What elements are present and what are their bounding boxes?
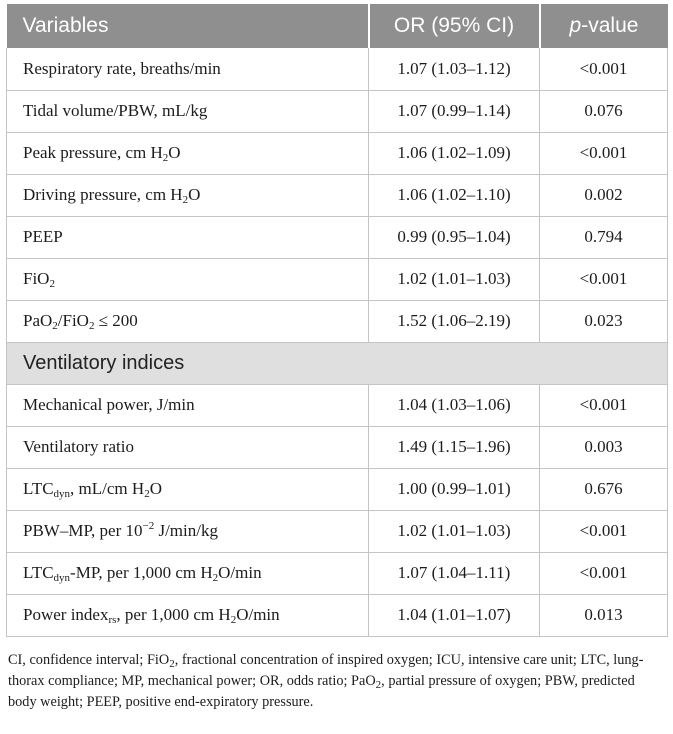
label-subscript: 2 (52, 320, 58, 332)
footnote-subscript: 2 (169, 657, 175, 670)
row-p: <0.001 (540, 510, 668, 552)
row-or: 0.99 (0.95–1.04) (369, 216, 540, 258)
row-label (7, 510, 369, 552)
row-p: <0.001 (540, 48, 668, 90)
row-label (7, 174, 369, 216)
footnote-part: CI, confidence interval; FiO (8, 651, 170, 668)
label-subscript: dyn (53, 488, 71, 500)
footnote-part: , fractional concentration of inspired oxygen; ICU, intensive care unit; LTC, lung-thorax compliance; MP, mechanical power; OR, odds ratio; PaO (8, 651, 644, 689)
label-part: O/min (236, 605, 280, 624)
row-or: 1.07 (1.03–1.12) (369, 48, 540, 90)
odds-ratio-table (6, 4, 668, 637)
row-label: Respiratory rate, breaths/min (7, 48, 369, 90)
table-row (7, 90, 668, 132)
row-label: Ventilatory ratio (7, 426, 369, 468)
table-row (7, 468, 668, 510)
row-p: 0.023 (540, 300, 668, 342)
table-row (7, 48, 668, 90)
table-row (7, 552, 668, 594)
label-part: ≤ 200 (94, 311, 138, 330)
row-or: 1.02 (1.01–1.03) (369, 258, 540, 300)
header-p-rest: -value (581, 14, 639, 37)
label-part: J/min/kg (154, 521, 218, 540)
row-label: Tidal volume/PBW, mL/kg (7, 90, 369, 132)
table-row (7, 258, 668, 300)
row-p: <0.001 (540, 132, 668, 174)
label-subscript: rs (108, 614, 117, 626)
header-p-italic: p (569, 14, 582, 37)
row-p: 0.676 (540, 468, 668, 510)
table-row (7, 300, 668, 342)
row-or: 1.00 (0.99–1.01) (369, 468, 540, 510)
row-or: 1.52 (1.06–2.19) (369, 300, 540, 342)
section-title: Ventilatory indices (7, 342, 668, 384)
header-row (7, 4, 668, 48)
table-row (7, 216, 668, 258)
table-row (7, 510, 668, 552)
label-part: O (188, 185, 201, 204)
row-label (7, 258, 369, 300)
row-p: 0.003 (540, 426, 668, 468)
label-part: , per 1,000 cm H (116, 605, 231, 624)
label-subscript: 2 (49, 278, 55, 290)
table-footnote (6, 650, 667, 713)
table-row (7, 426, 668, 468)
label-part: , mL/cm H (70, 479, 145, 498)
header-p-value (540, 4, 668, 48)
row-p: <0.001 (540, 258, 668, 300)
table-row (7, 594, 668, 636)
row-or: 1.49 (1.15–1.96) (369, 426, 540, 468)
row-label (7, 468, 369, 510)
table-row (7, 174, 668, 216)
label-subscript: 2 (230, 614, 237, 626)
row-label (7, 132, 369, 174)
row-or: 1.04 (1.01–1.07) (369, 594, 540, 636)
row-label: Mechanical power, J/min (7, 384, 369, 426)
row-label (7, 594, 369, 636)
row-or: 1.02 (1.01–1.03) (369, 510, 540, 552)
row-or: 1.06 (1.02–1.10) (369, 174, 540, 216)
table-row (7, 132, 668, 174)
header-or: OR (95% CI) (369, 4, 540, 48)
label-part: O (168, 143, 181, 162)
table-row (7, 384, 668, 426)
label-part: LTC (23, 479, 54, 498)
label-part: /FiO (57, 311, 89, 330)
label-part: Power index (23, 605, 109, 624)
row-p: <0.001 (540, 384, 668, 426)
label-part: Peak pressure, cm H (23, 143, 163, 162)
label-part: PBW–MP, per 10 (23, 521, 143, 540)
row-label (7, 300, 369, 342)
label-subscript: 2 (212, 572, 219, 584)
label-part: O (149, 479, 162, 498)
row-label: PEEP (7, 216, 369, 258)
row-p: 0.794 (540, 216, 668, 258)
row-p: 0.076 (540, 90, 668, 132)
label-part: Driving pressure, cm H (23, 185, 183, 204)
label-subscript: 2 (88, 320, 95, 332)
footnote-part: , partial pressure of oxygen; PBW, predicted body weight; PEEP, positive end-expiratory pressure. (8, 672, 635, 710)
row-p: 0.002 (540, 174, 668, 216)
label-part: -MP, per 1,000 cm H (70, 563, 213, 582)
label-part: O/min (218, 563, 262, 582)
row-or: 1.07 (1.04–1.11) (369, 552, 540, 594)
label-subscript: 2 (162, 152, 169, 164)
label-part: LTC (23, 563, 54, 582)
label-part: PaO (23, 311, 53, 330)
row-or: 1.04 (1.03–1.06) (369, 384, 540, 426)
table-container (6, 4, 667, 713)
row-or: 1.07 (0.99–1.14) (369, 90, 540, 132)
label-subscript: 2 (144, 488, 150, 500)
label-subscript: 2 (182, 194, 189, 206)
row-p: <0.001 (540, 552, 668, 594)
label-part: FiO (23, 269, 50, 288)
label-superscript: −2 (142, 520, 155, 532)
row-label (7, 552, 369, 594)
row-p: 0.013 (540, 594, 668, 636)
row-or: 1.06 (1.02–1.09) (369, 132, 540, 174)
section-row (7, 342, 668, 384)
header-variables: Variables (7, 4, 369, 48)
footnote-subscript: 2 (375, 678, 382, 691)
label-subscript: dyn (53, 572, 71, 584)
